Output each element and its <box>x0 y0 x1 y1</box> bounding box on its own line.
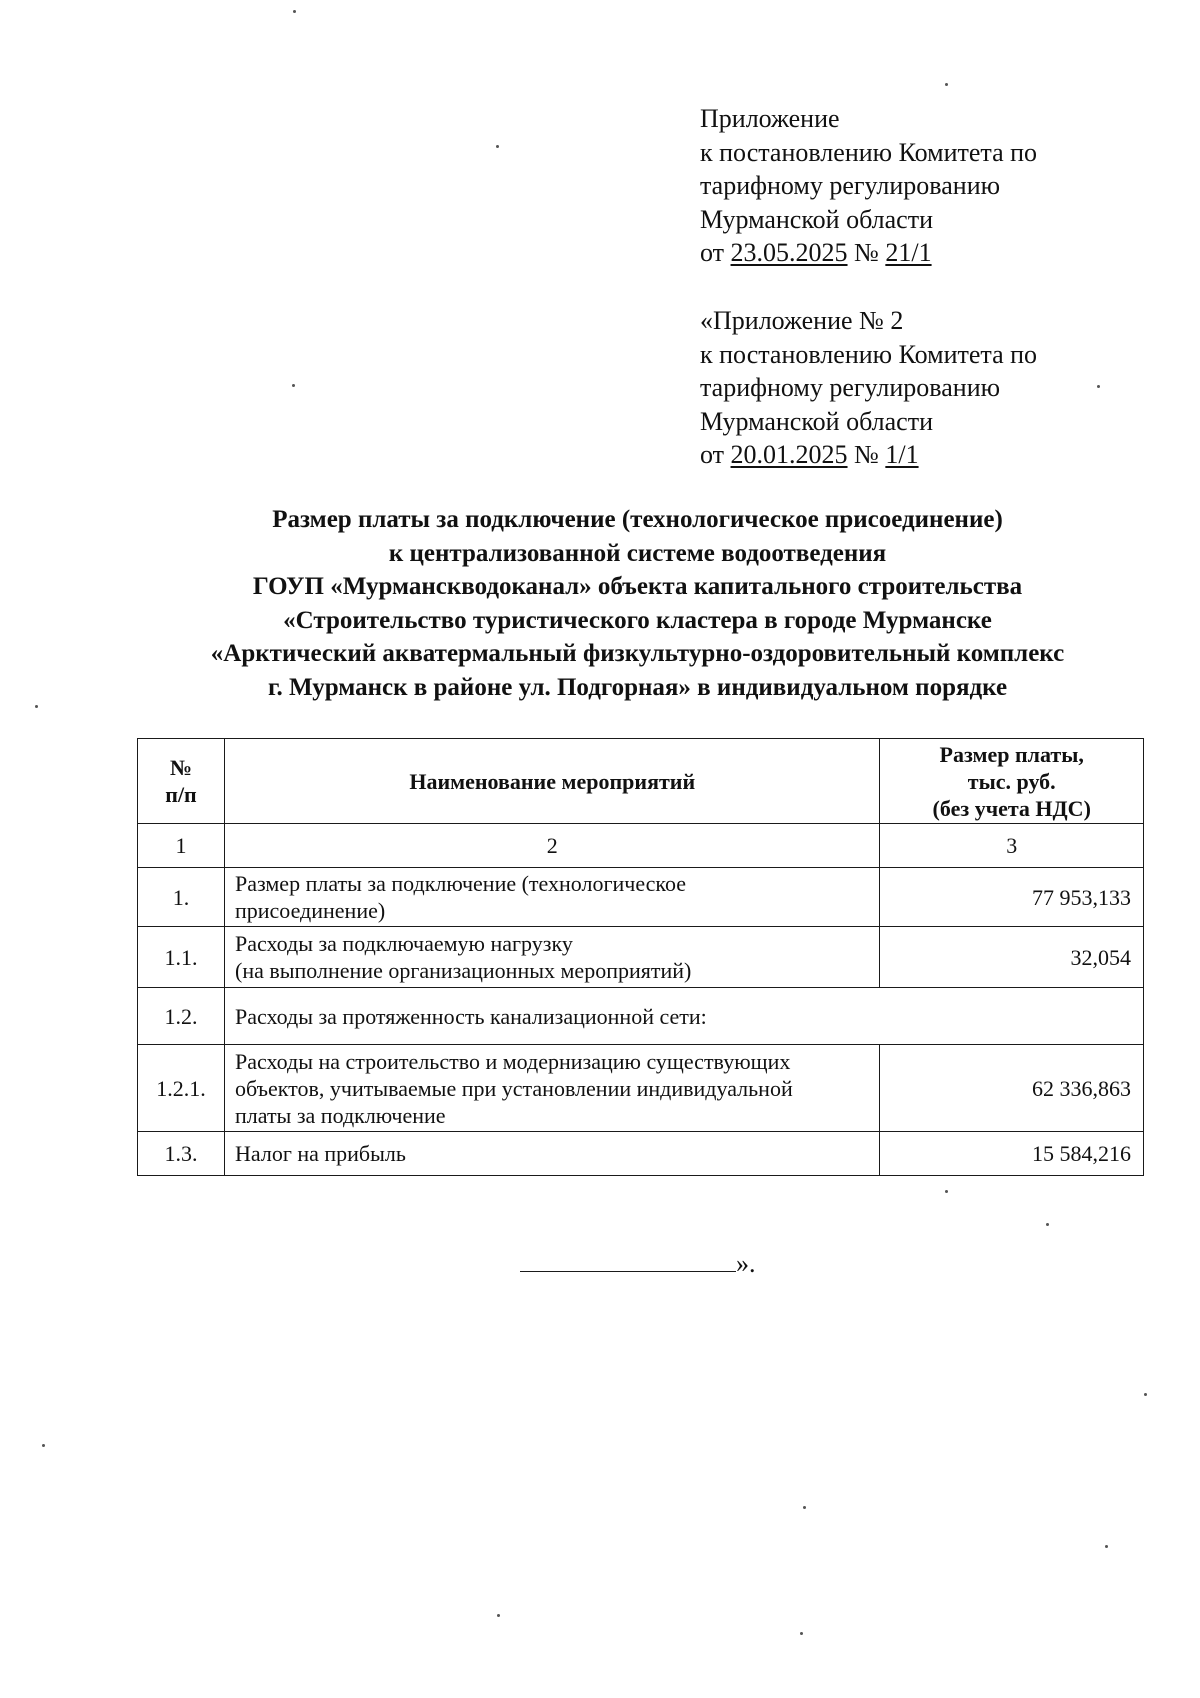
scan-speck <box>945 1190 948 1193</box>
header-num-sign: № <box>169 755 193 780</box>
header-value-line: (без учета НДС) <box>932 795 1091 821</box>
annex-quoted-date: 20.01.2025 <box>730 440 848 469</box>
header-name: Наименование мероприятий <box>225 739 880 824</box>
closing-underline <box>520 1247 736 1272</box>
title-line: «Арктический акватермальный физкультурно-оздоровительный комплекс <box>210 640 1065 667</box>
row-value: 15 584,216 <box>880 1132 1144 1176</box>
closing-quote: ». <box>736 1249 756 1278</box>
annex-quoted-title: «Приложение № 2 <box>700 306 904 335</box>
row-name-line: (на выполнение организационных мероприятий) <box>235 958 692 983</box>
scan-speck <box>1144 1393 1147 1396</box>
row-number: 1.2.1. <box>138 1045 225 1132</box>
header-value <box>880 739 1144 824</box>
annex-date: 23.05.2025 <box>730 238 848 267</box>
header-value-line: Размер платы, <box>939 741 1084 767</box>
header-num-label: п/п <box>165 782 197 807</box>
row-name: Налог на прибыль <box>225 1132 880 1176</box>
scan-speck <box>35 705 38 708</box>
index-cell: 2 <box>225 824 880 868</box>
row-name-line: Размер платы за подключение (технологическое <box>235 871 687 896</box>
row-name-line: Расходы на строительство и модернизацию существующих <box>235 1048 791 1074</box>
annex-quoted-number: 1/1 <box>885 440 919 469</box>
table-index-row <box>138 824 1144 868</box>
number-sign: № <box>847 238 886 267</box>
annex-quoted-line: тарифному регулированию <box>700 373 1001 402</box>
row-name-line: присоединение) <box>235 898 386 923</box>
title-line: Размер платы за подключение (технологическое присоединение) <box>272 506 1003 533</box>
table-row <box>138 1045 1144 1132</box>
row-name <box>225 1045 880 1132</box>
index-cell: 3 <box>880 824 1144 868</box>
annex-title: Приложение <box>700 104 840 133</box>
header-value-line: тыс. руб. <box>967 768 1056 794</box>
annex-line: тарифному регулированию <box>700 171 1001 200</box>
row-number: 1. <box>138 868 225 927</box>
title-line: «Строительство туристического кластера в городе Мурманске <box>283 606 992 634</box>
row-name-line: Расходы за подключаемую нагрузку <box>235 931 573 956</box>
row-number: 1.1. <box>138 927 225 988</box>
row-number: 1.2. <box>138 988 225 1045</box>
number-sign: № <box>847 440 886 469</box>
scan-speck <box>1046 1223 1049 1226</box>
row-name <box>225 868 880 927</box>
annex-number: 21/1 <box>885 238 932 267</box>
scan-speck <box>42 1444 45 1447</box>
row-name <box>225 927 880 988</box>
scan-speck <box>292 384 295 387</box>
row-name-line: платы за подключение <box>235 1102 446 1128</box>
row-name: Расходы за протяженность канализационной сети: <box>225 988 1144 1045</box>
annex-quoted-header <box>700 304 1120 472</box>
scan-speck <box>945 83 948 86</box>
annex-date-line <box>700 236 1120 270</box>
row-number: 1.3. <box>138 1132 225 1176</box>
fees-table <box>137 738 1144 1176</box>
scan-speck <box>497 1614 500 1617</box>
row-value: 77 953,133 <box>880 868 1144 927</box>
closing-mark <box>520 1247 756 1279</box>
scan-speck <box>496 145 499 148</box>
date-prefix: от <box>700 440 731 469</box>
annex-line: к постановлению Комитета по <box>700 137 1038 167</box>
title-line: г. Мурманск в районе ул. Подгорная» в индивидуальном порядке <box>267 673 1008 701</box>
annex-quoted-line: к постановлению Комитета по <box>700 339 1038 369</box>
row-value: 62 336,863 <box>880 1045 1144 1132</box>
index-cell: 1 <box>138 824 225 868</box>
table-header-row <box>138 739 1144 824</box>
document-title <box>60 503 1200 704</box>
row-value: 32,054 <box>880 927 1144 988</box>
annex-quoted-line: Мурманской области <box>700 406 933 436</box>
annex-quoted-date-line <box>700 438 1120 472</box>
header-num <box>138 739 225 824</box>
table-row <box>138 1132 1144 1176</box>
annex-line: Мурманской области <box>700 204 933 234</box>
row-name-line: объектов, учитываемые при установлении индивидуальной <box>235 1075 793 1101</box>
scan-speck <box>803 1506 806 1509</box>
scan-speck <box>1105 1545 1108 1548</box>
title-line: к централизованной системе водоотведения <box>388 539 887 567</box>
table-row <box>138 868 1144 927</box>
table-row <box>138 988 1144 1045</box>
date-prefix: от <box>700 238 731 267</box>
annex-header <box>700 102 1120 270</box>
table-row <box>138 927 1144 988</box>
title-line: ГОУП «Мурманскводоканал» объекта капитального строительства <box>252 573 1023 600</box>
scan-speck <box>293 10 296 13</box>
scan-speck <box>1097 385 1100 388</box>
scan-speck <box>800 1632 803 1635</box>
